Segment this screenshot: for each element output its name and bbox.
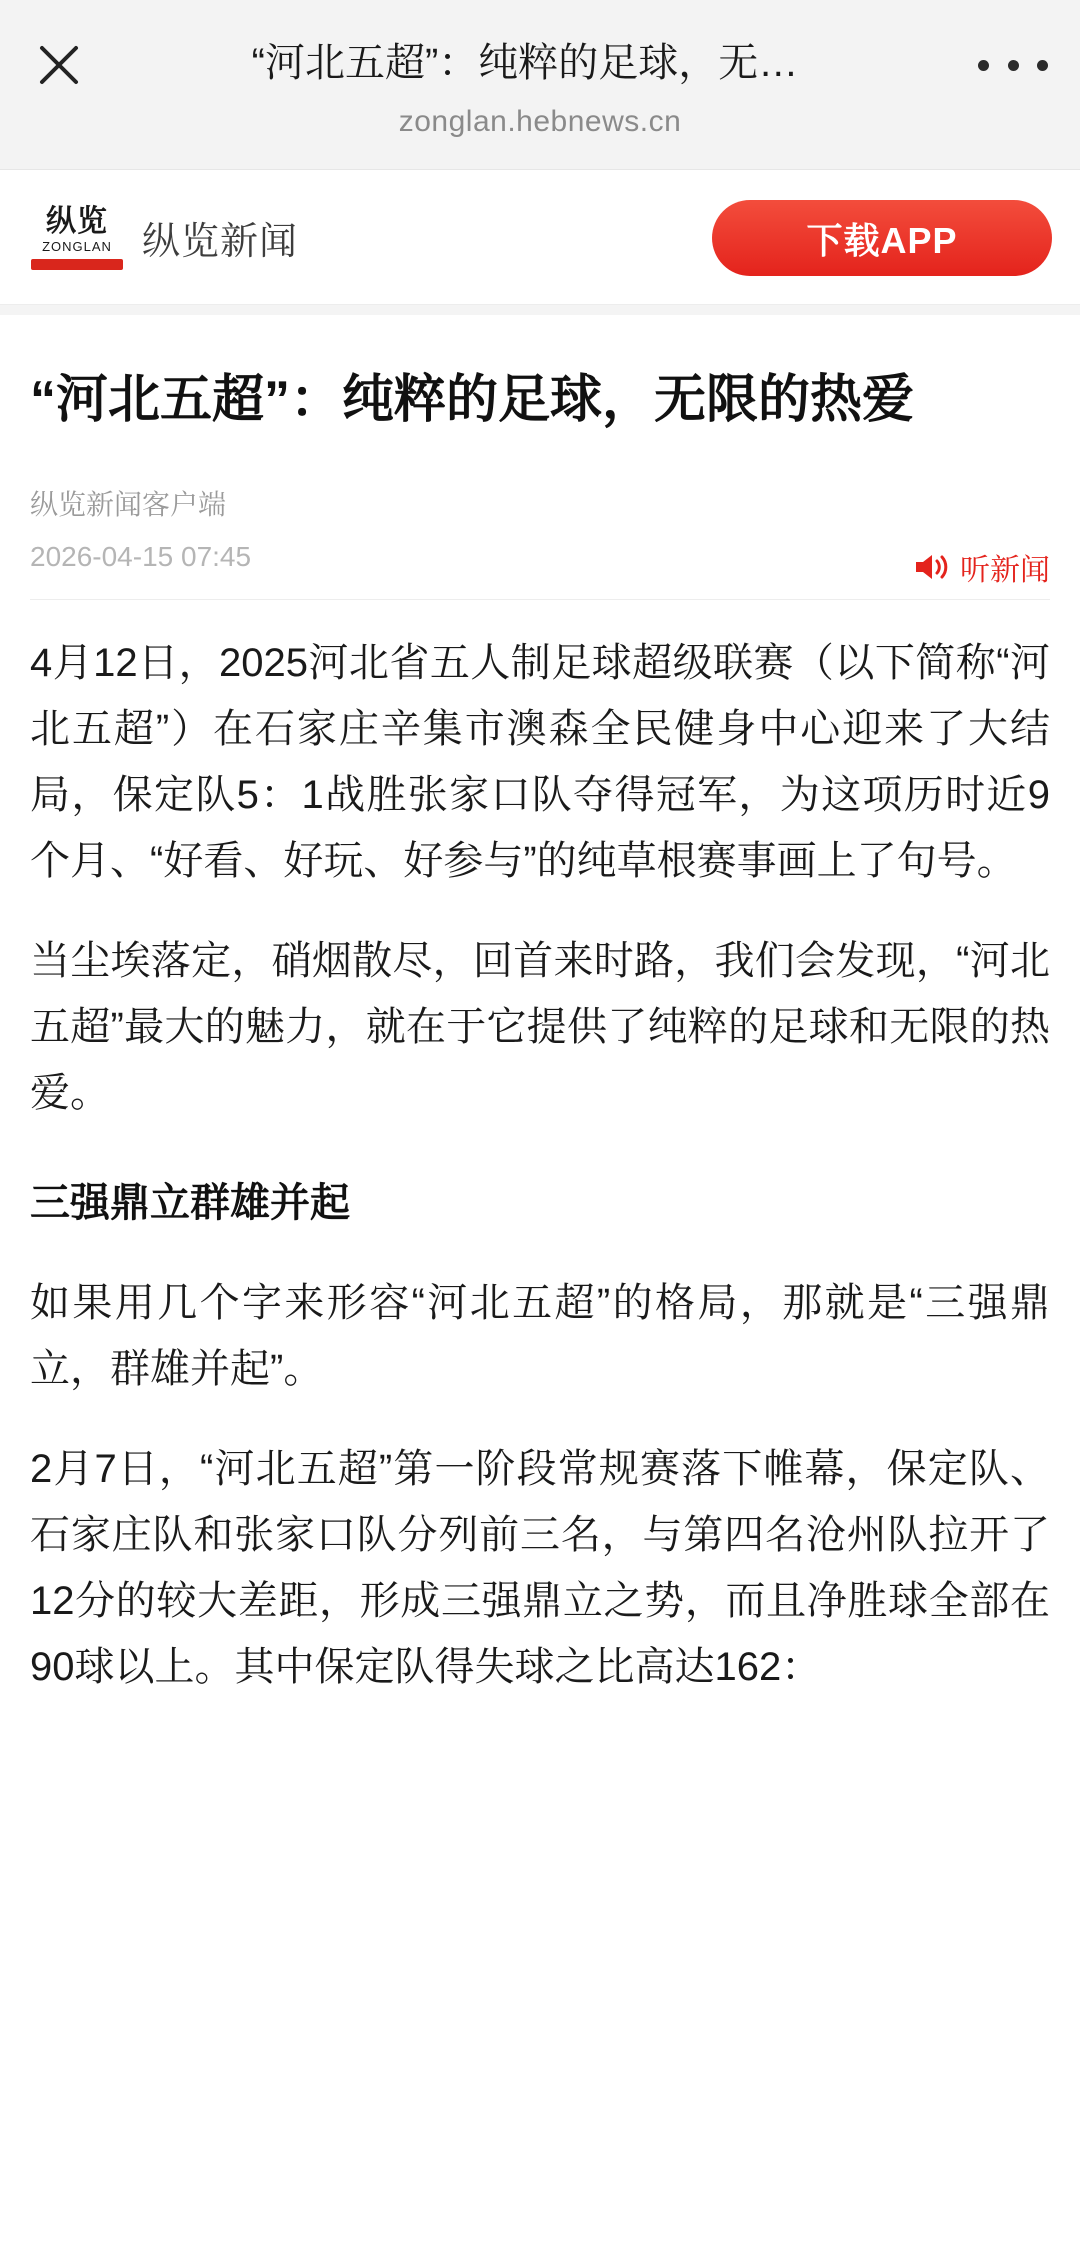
- browser-url: zonglan.hebnews.cn: [398, 105, 682, 138]
- article-paragraph: 如果用几个字来形容“河北五超”的格局，那就是“三强鼎立，群雄并起”。: [30, 1281, 1050, 1391]
- article-paragraph: 当尘埃落定，硝烟散尽，回首来时路，我们会发现，“河北五超”最大的魅力，就在于它提供了纯粹的足球和无限的热爱。: [30, 939, 1050, 1115]
- article-source: 纵览新闻客户端: [30, 489, 227, 520]
- logo-mark-cn: 纵览: [46, 204, 108, 238]
- meta-divider: [30, 599, 1050, 600]
- article-body: [0, 315, 1080, 2253]
- browser-title: “河北五超”：纯粹的足球，无…: [251, 41, 799, 85]
- browser-top-bar: [0, 0, 1080, 170]
- more-options-icon[interactable]: [978, 40, 1048, 90]
- page-title: “河北五超”：纯粹的足球，无限的热爱: [30, 371, 915, 429]
- article-meta: [30, 485, 1050, 595]
- download-app-button[interactable]: 下载APP: [712, 200, 1052, 276]
- listen-news-label: 听新闻: [960, 554, 1050, 587]
- site-header: [0, 170, 1080, 305]
- site-name: 纵览新闻: [142, 220, 299, 263]
- logo-mark-icon: [30, 205, 124, 270]
- speaker-icon: [912, 551, 950, 583]
- logo-underline: [31, 259, 123, 270]
- logo-mark-en: ZONGLAN: [42, 238, 112, 254]
- listen-news-button[interactable]: [912, 545, 1050, 589]
- article-paragraph: 2月7日，“河北五超”第一阶段常规赛落下帷幕，保定队、石家庄队和张家口队分列前三名，与第四名沧州队拉开了12分的较大差距，形成三强鼎立之势，而且净胜球全部在90球以上。其中保定队得失球之比高达162：: [30, 1447, 1050, 1689]
- article-subheading: 三强鼎立群雄并起: [30, 1181, 350, 1225]
- close-icon[interactable]: [30, 36, 88, 94]
- article-paragraph: 4月12日，2025河北省五人制足球超级联赛（以下简称“河北五超”）在石家庄辛集市澳森全民健身中心迎来了大结局，保定队5：1战胜张家口队夺得冠军，为这项历时近9个月、“好看、好玩、好参与”的纯草根赛事画上了句号。: [30, 641, 1050, 883]
- header-separator: [0, 305, 1080, 315]
- site-logo[interactable]: [30, 205, 298, 270]
- article-timestamp: 2026-04-15 07:45: [30, 541, 252, 572]
